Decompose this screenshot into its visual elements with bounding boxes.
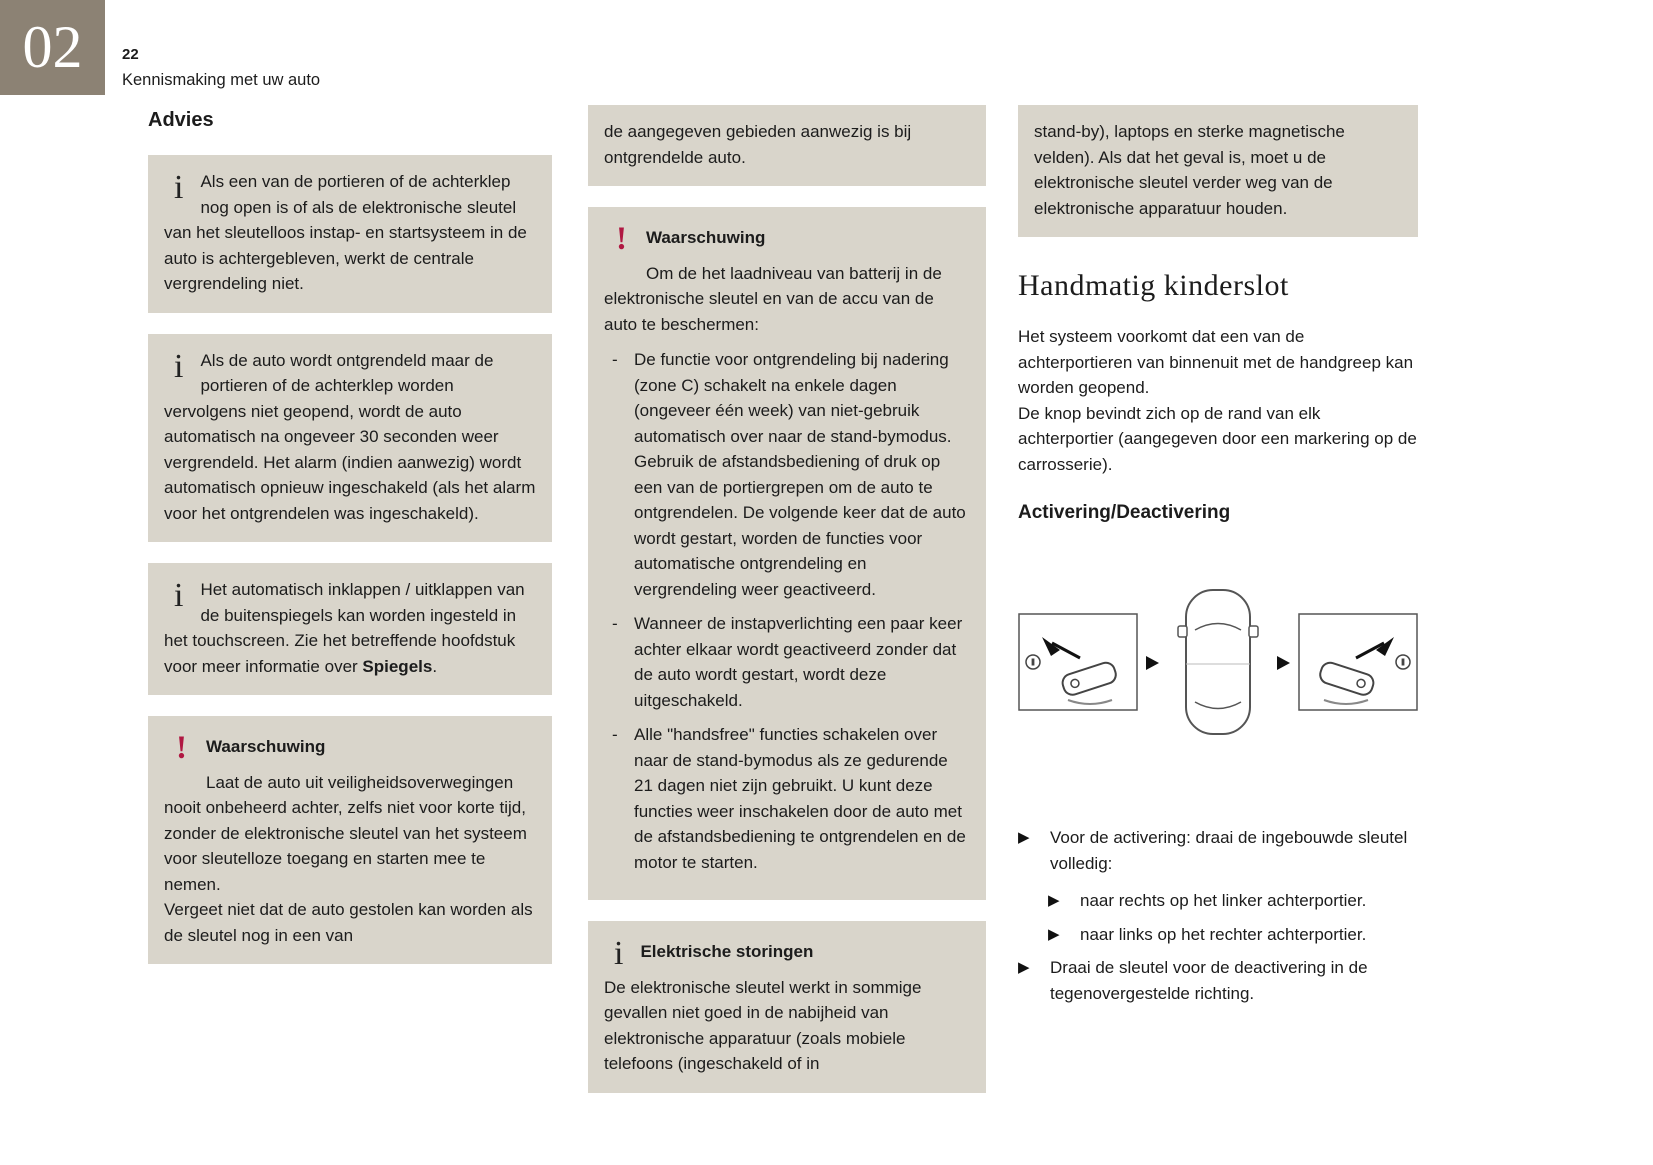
info-box-electrical-faults bbox=[588, 921, 986, 1093]
left-door-panel bbox=[1019, 614, 1137, 710]
section-title: Kennismaking met uw auto bbox=[122, 71, 321, 89]
warning-icon: ! bbox=[616, 221, 627, 257]
info-box-text-part2: . bbox=[432, 656, 438, 676]
info-box-title: Elektrische storingen bbox=[640, 942, 814, 961]
warning-title: Waarschuwing bbox=[206, 737, 326, 756]
continuation-text: stand-by), laptops en sterke magnetische velden). Als dat het geval is, moet u de elektronische sleutel verder weg van de elektronische apparatuur houden. bbox=[1034, 122, 1345, 218]
info-box-auto-relock bbox=[148, 334, 552, 543]
body-paragraph: Het systeem voorkomt dat een van de achterportieren van binnenuit met de handgreep kan worden geopend. bbox=[1018, 327, 1414, 397]
column-left bbox=[148, 105, 552, 985]
info-icon: i bbox=[614, 935, 624, 972]
list-item: - Alle "handsfree" functies schakelen over naar de stand-bymodus als ze gedurende 21 dagen niet zijn gebruikt. U kunt deze functies weer inschakelen door de auto met de afstandsbediening te ontgrendelen en de motor te starten. bbox=[604, 722, 970, 875]
warning-intro: Om de het laadniveau van batterij in de elektronische sleutel en van de accu van de auto te beschermen: bbox=[604, 263, 942, 334]
child-lock-illustration bbox=[1018, 586, 1418, 746]
column-middle bbox=[588, 105, 986, 1114]
child-lock-diagram bbox=[1018, 586, 1418, 738]
child-lock-description bbox=[1018, 324, 1418, 477]
step-item: ▶ Draai de sleutel voor de deactivering in de tegenovergestelde richting. bbox=[1018, 955, 1418, 1006]
triangle-pointer-icon bbox=[1277, 656, 1290, 670]
column-right bbox=[1018, 105, 1418, 1018]
info-box-text bbox=[164, 577, 536, 679]
subheading-activation: Activering/Deactivering bbox=[1018, 502, 1231, 523]
step-sub-item: ▶ naar links op het rechter achterportier. bbox=[1048, 922, 1418, 948]
car-top-view bbox=[1178, 590, 1258, 734]
info-box-text-part1: Het automatisch inklappen / uitklappen van de buitenspiegels kan worden ingesteld in het touchscreen. Zie het betreffende hoofdstuk voor meer informatie over bbox=[164, 580, 525, 676]
triangle-pointer-icon bbox=[1146, 656, 1159, 670]
list-item: - Wanneer de instapverlichting een paar keer achter elkaar wordt geactiveerd zonder dat de auto wordt gestart, wordt deze uitgeschakeld. bbox=[604, 611, 970, 713]
advies-heading: Advies bbox=[148, 109, 214, 131]
right-door-panel bbox=[1299, 614, 1417, 710]
info-box-text: Als een van de portieren of de achterklep nog open is of als de elektronische sleutel van het sleutelloos instap- en startsysteem in de auto is achtergebleven, werkt de centrale vergrendeling niet. bbox=[164, 172, 527, 293]
body-paragraph: De knop bevindt zich op de rand van elk achterportier (aangegeven door een markering op de carrosserie). bbox=[1018, 403, 1417, 474]
step-item: ▶ Voor de activering: draai de ingebouwde sleutel volledig: bbox=[1018, 825, 1418, 876]
warning-dash-list bbox=[604, 347, 970, 875]
info-icon: i bbox=[174, 347, 184, 385]
info-box-text: De elektronische sleutel werkt in sommige gevallen niet goed in de nabijheid van elektronische apparatuur (zoals mobiele telefoons (ingeschakeld of in bbox=[604, 977, 922, 1073]
warning-box-battery bbox=[588, 207, 986, 900]
warning-text: Vergeet niet dat de auto gestolen kan worden als de sleutel nog in een van bbox=[164, 900, 533, 945]
activation-steps bbox=[1018, 825, 1418, 1006]
info-box-mirrors bbox=[148, 563, 552, 695]
warning-icon: ! bbox=[176, 730, 187, 766]
info-box-text: Als de auto wordt ontgrendeld maar de portieren of de achterklep worden vervolgens niet geopend, wordt de auto automatisch na ongeveer 30 seconden weer vergrendeld. Het alarm (indien aanwezig) wordt automatisch opnieuw ingeschakeld (als het alarm voor het ontgrendelen was ingeschakeld). bbox=[164, 350, 536, 523]
warning-text: Laat de auto uit veiligheidsoverwegingen nooit onbeheerd achter, zelfs niet voor korte tijd, zonder de elektronische sleutel van het systeem voor sleutelloze toegang en starten mee te nemen. bbox=[164, 772, 527, 894]
chapter-tab bbox=[0, 0, 105, 95]
warning-title: Waarschuwing bbox=[646, 228, 766, 247]
section-heading-child-lock: Handmatig kinderslot bbox=[1018, 269, 1289, 302]
info-box-central-locking bbox=[148, 155, 552, 313]
info-box-text-bold: Spiegels bbox=[362, 656, 433, 676]
list-item: - De functie voor ontgrendeling bij nadering (zone C) schakelt na enkele dagen (ongeveer één week) van niet-gebruik automatisch over naar de stand-bymodus. Gebruik de afstandsbediening of druk op een van de portiergrepen om de auto te ontgrendelen. De volgende keer dat de auto wordt gestart, worden de functies voor automatische ontgrendeling en vergrendeling weer geactiveerd. bbox=[604, 347, 970, 602]
page-number: 22 bbox=[122, 46, 139, 63]
chapter-number: 02 bbox=[22, 14, 83, 80]
step-sub-item: ▶ naar rechts op het linker achterportier. bbox=[1048, 888, 1418, 914]
info-continuation-box bbox=[1018, 105, 1418, 237]
info-icon: i bbox=[174, 577, 184, 614]
warning-box-key-security bbox=[148, 716, 552, 964]
continuation-text: de aangegeven gebieden aanwezig is bij ontgrendelde auto. bbox=[604, 122, 912, 167]
warning-continuation-box bbox=[588, 105, 986, 186]
info-icon: i bbox=[174, 169, 184, 206]
